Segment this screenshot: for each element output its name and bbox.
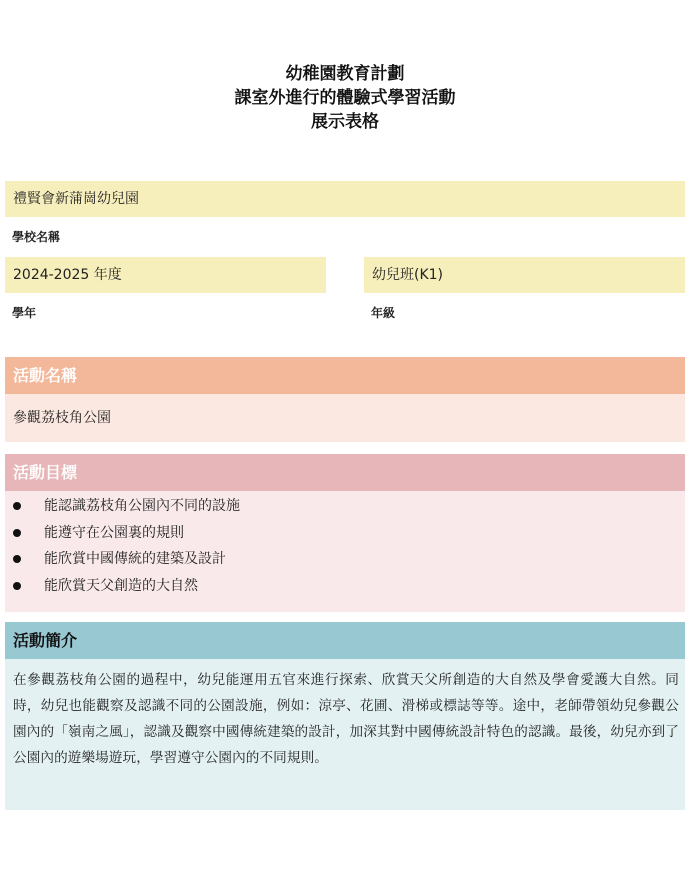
objective-item — [5, 573, 685, 600]
school-name-field[interactable]: 禮賢會新蒲崗幼兒園 — [5, 181, 685, 217]
summary-heading: 活動簡介 — [5, 622, 685, 659]
bullet-icon — [13, 529, 21, 537]
activity-name-value: 參觀荔枝角公園 — [5, 394, 685, 442]
objective-text: 能遵守在公園裏的規則 — [44, 524, 184, 541]
form-title — [0, 62, 690, 134]
activity-name-heading: 活動名稱 — [5, 357, 685, 394]
title-line-2: 課室外進行的體驗式學習活動 — [234, 88, 456, 108]
school-year-label: 學年 — [12, 306, 37, 320]
objective-text: 能欣賞天父創造的大自然 — [44, 577, 198, 594]
summary-body — [5, 659, 685, 810]
objectives-list — [5, 493, 685, 599]
objective-item — [5, 520, 685, 547]
objective-text: 能認識荔枝角公園內不同的設施 — [44, 498, 240, 514]
objectives-heading: 活動目標 — [5, 454, 685, 491]
school-year-field[interactable]: 2024-2025 年度 — [5, 257, 326, 293]
objective-item — [5, 493, 685, 520]
grade-field[interactable]: 幼兒班(K1) — [364, 257, 685, 293]
bullet-icon — [13, 555, 21, 563]
bullet-icon — [13, 582, 21, 590]
title-line-1: 幼稚園教育計劃 — [285, 64, 405, 84]
summary-text: 在參觀荔枝角公園的過程中，幼兒能運用五官來進行探索、欣賞天父所創造的大自然及學會愛護大自然。同時，幼兒也能觀察及認識不同的公園設施，例如：涼亭、花圃、滑梯或標誌等等。途中，老師帶領幼兒參觀公園內的「嶺南之風」，認識及觀察中國傳統建築的設計，加深其對中國傳統設計特色的認識。最後，幼兒亦到了公園內的遊樂場遊玩，學習遵守公園內的不同規則。 — [13, 672, 679, 766]
objective-item — [5, 546, 685, 573]
grade-label: 年級 — [371, 306, 396, 320]
school-name-label: 學校名稱 — [12, 230, 61, 244]
objective-text: 能欣賞中國傳統的建築及設計 — [44, 551, 226, 567]
objectives-body — [5, 491, 685, 612]
bullet-icon — [13, 502, 21, 510]
title-line-3: 展示表格 — [311, 112, 379, 132]
